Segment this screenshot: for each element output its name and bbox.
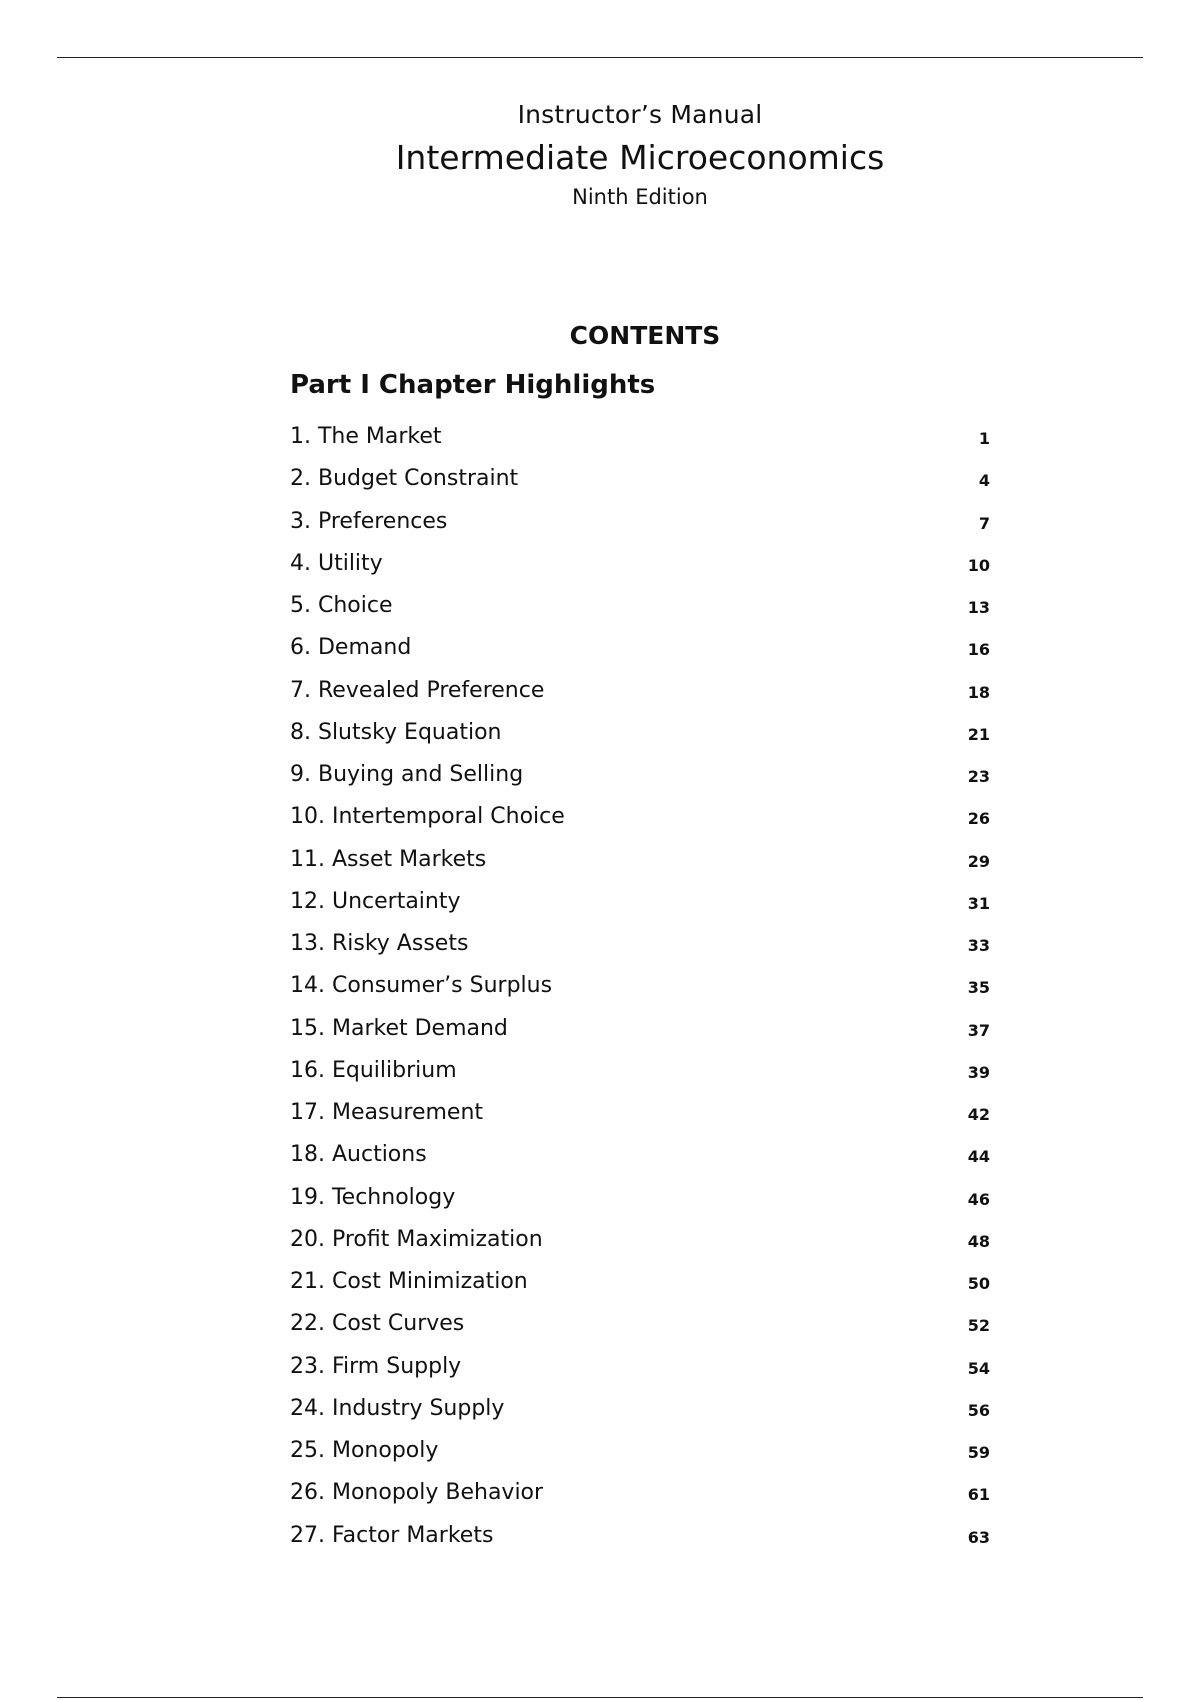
toc-entry-title: 19. Technology: [290, 1184, 456, 1210]
toc-entry[interactable]: [290, 1181, 990, 1223]
toc-entry-title: 5. Choice: [290, 593, 393, 618]
bottom-rule: [57, 1697, 1143, 1698]
toc-entry-page: 31: [967, 893, 990, 913]
toc-entry-page: 54: [967, 1358, 990, 1378]
toc-entry-page: 37: [967, 1020, 990, 1040]
toc-entry-title: 17. Measurement: [290, 1100, 484, 1125]
toc-entry-title: 11. Asset Markets: [290, 846, 487, 872]
toc-entry[interactable]: [290, 969, 990, 1011]
toc-entry[interactable]: [290, 716, 990, 758]
toc-entry-title: 7. Revealed Preference: [290, 677, 545, 703]
toc-entry-page: 35: [967, 978, 990, 998]
toc-entry-page: 7: [978, 513, 990, 533]
toc-entry-page: 44: [967, 1147, 990, 1167]
toc-entry-page: 50: [967, 1274, 990, 1293]
manual-subtitle: Instructor’s Manual: [517, 100, 763, 129]
toc-entry-title: 27. Factor Markets: [290, 1522, 494, 1548]
toc-entry[interactable]: [290, 1096, 990, 1138]
toc-entry[interactable]: [290, 1265, 990, 1307]
toc-entry-title: 14. Consumer’s Surplus: [290, 973, 553, 999]
toc-entry-page: 42: [967, 1105, 990, 1124]
toc-entry-page: 10: [967, 555, 990, 575]
table-of-contents: [290, 420, 990, 1561]
toc-entry-page: 48: [967, 1231, 990, 1251]
toc-entry-page: 21: [967, 724, 990, 744]
toc-entry-page: 1: [978, 429, 990, 448]
toc-entry-page: 18: [967, 682, 990, 702]
toc-entry[interactable]: [290, 927, 990, 969]
toc-entry[interactable]: [290, 843, 990, 885]
toc-entry[interactable]: [290, 462, 990, 504]
toc-entry[interactable]: [290, 1307, 990, 1349]
toc-entry-page: 61: [967, 1485, 990, 1505]
toc-entry[interactable]: [290, 505, 990, 547]
toc-entry-title: 13. Risky Assets: [290, 931, 469, 956]
top-rule: [57, 57, 1143, 58]
toc-entry-title: 26. Monopoly Behavior: [290, 1480, 544, 1506]
toc-entry-title: 6. Demand: [290, 635, 412, 661]
toc-entry[interactable]: [290, 758, 990, 800]
toc-entry-page: 39: [967, 1062, 990, 1082]
toc-entry-page: 4: [978, 471, 990, 491]
toc-entry[interactable]: [290, 885, 990, 927]
toc-entry-title: 12. Uncertainty: [290, 888, 461, 914]
toc-entry-title: 23. Firm Supply: [290, 1353, 462, 1379]
toc-entry[interactable]: [290, 1350, 990, 1392]
toc-entry-title: 22. Cost Curves: [290, 1311, 465, 1337]
toc-entry[interactable]: [290, 1476, 990, 1518]
toc-entry[interactable]: [290, 420, 990, 462]
toc-entry[interactable]: [290, 589, 990, 631]
toc-entry[interactable]: [290, 1223, 990, 1265]
toc-entry-title: 16. Equilibrium: [290, 1057, 457, 1083]
book-title: Intermediate Microeconomics: [395, 138, 885, 177]
toc-entry-title: 18. Auctions: [290, 1142, 427, 1168]
toc-entry-title: 3. Preferences: [290, 508, 448, 534]
toc-entry-title: 2. Budget Constraint: [290, 466, 519, 492]
toc-entry-title: 8. Slutsky Equation: [290, 719, 502, 745]
toc-entry-title: 24. Industry Supply: [290, 1395, 505, 1421]
toc-entry[interactable]: [290, 1138, 990, 1180]
toc-entry-page: 56: [967, 1400, 990, 1420]
toc-entry[interactable]: [290, 674, 990, 716]
toc-entry[interactable]: [290, 800, 990, 842]
toc-entry-title: 9. Buying and Selling: [290, 762, 524, 787]
toc-entry-page: 16: [967, 640, 990, 660]
contents-heading: CONTENTS: [569, 321, 721, 350]
toc-entry[interactable]: [290, 1519, 990, 1561]
toc-entry-page: 23: [967, 767, 990, 786]
toc-entry[interactable]: [290, 1054, 990, 1096]
toc-entry[interactable]: [290, 1392, 990, 1434]
toc-entry-page: 29: [967, 851, 990, 871]
toc-entry-title: 21. Cost Minimization: [290, 1269, 528, 1294]
toc-entry[interactable]: [290, 1434, 990, 1476]
edition-label: Ninth Edition: [572, 185, 708, 209]
toc-entry-page: 33: [967, 936, 990, 955]
toc-entry-title: 10. Intertemporal Choice: [290, 804, 565, 830]
toc-entry[interactable]: [290, 1012, 990, 1054]
toc-entry[interactable]: [290, 547, 990, 589]
toc-entry-title: 1. The Market: [290, 424, 442, 449]
part-heading: Part I Chapter Highlights: [290, 370, 656, 400]
toc-entry-title: 15. Market Demand: [290, 1015, 508, 1041]
toc-entry[interactable]: [290, 631, 990, 673]
toc-entry-page: 63: [967, 1527, 990, 1547]
toc-entry-page: 46: [967, 1189, 990, 1209]
toc-entry-page: 26: [967, 809, 990, 829]
toc-entry-page: 59: [967, 1443, 990, 1462]
toc-entry-page: 13: [967, 598, 990, 617]
toc-entry-page: 52: [967, 1316, 990, 1336]
toc-entry-title: 20. Profit Maximization: [290, 1226, 543, 1252]
toc-entry-title: 25. Monopoly: [290, 1438, 439, 1463]
toc-entry-title: 4. Utility: [290, 550, 383, 576]
